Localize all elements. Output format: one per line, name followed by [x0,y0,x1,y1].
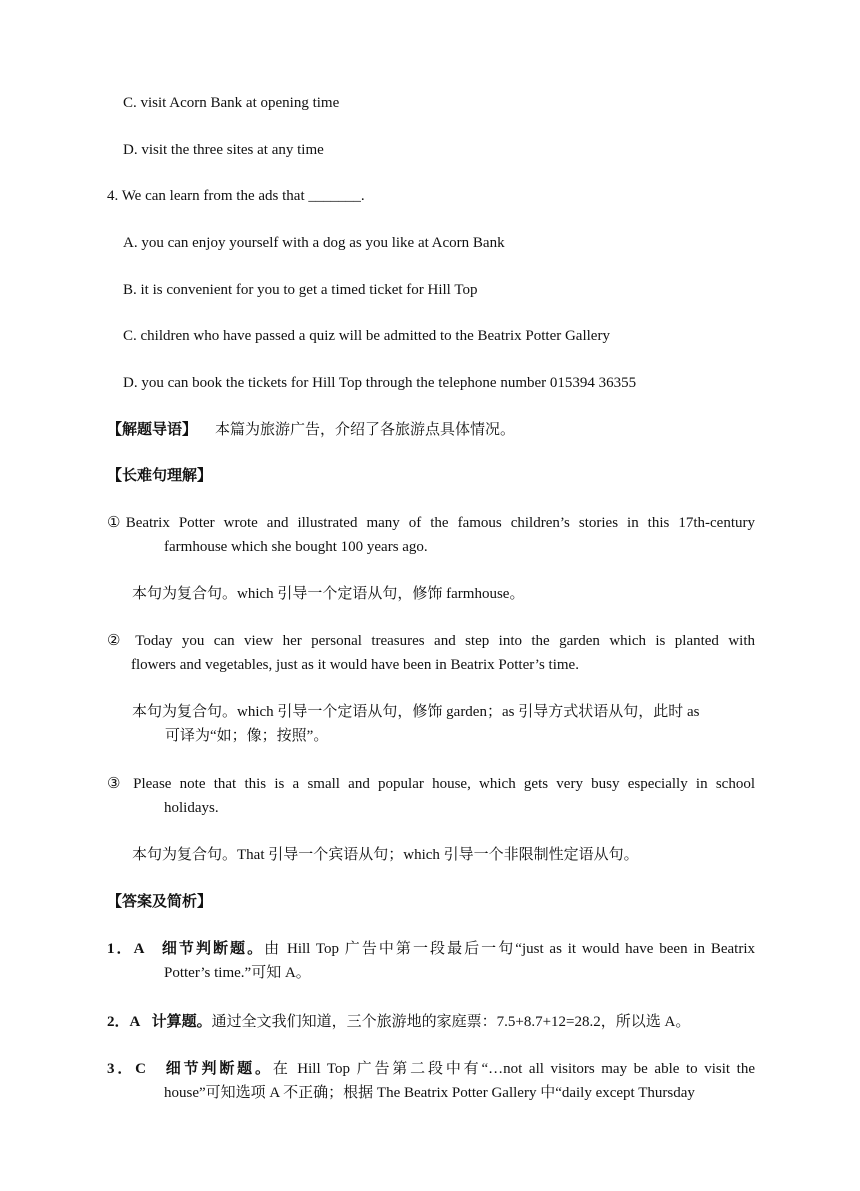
long-sentence-2-line1: ② Today you can view her personal treasures and step into the garden which is planted with [107,633,755,649]
long-sentence-2-explanation [132,700,699,748]
long-sentence-1 [107,511,755,559]
long-sentence-1-line1: ①Beatrix Potter wrote and illustrated many of the famous children’s stories in this 17th-century [107,515,755,531]
answer-1 [107,936,755,985]
answer-1-label: 1．A [107,941,145,957]
answer-3-line2: house”可知选项 A 不正确；根据 The Beatrix Potter Gallery 中“daily except Thursday [164,1085,695,1101]
long-sentence-2-explain-line2: 可译为“如；像；按照”。 [165,728,329,744]
option-3d: D. visit the three sites at any time [123,142,324,158]
answer-1-text: 由 Hill Top 广告中第一段最后一句“just as it would have been in Beatrix [264,941,755,957]
option-4d: D. you can book the tickets for Hill Top through the telephone number 015394 36355 [123,375,637,391]
answer-2-text: 通过全文我们知道，三个旅游地的家庭票：7.5+8.7+12=28.2，所以选 A。 [211,1014,691,1030]
answer-2-line1 [107,1009,755,1034]
guide-heading: 【解题导语】 [107,420,198,438]
answer-3-line1 [107,1056,755,1081]
long-sentence-2 [107,629,755,677]
long-sentence-1-line2: farmhouse which she bought 100 years ago. [164,539,428,555]
answer-1-type: 细节判断题。 [161,939,265,957]
long-sentence-2-explain-line1: 本句为复合句。which 引导一个定语从句，修饰 garden；as 引导方式状语从句，此时 as [132,704,700,720]
option-4b: B. it is convenient for you to get a timed ticket for Hill Top [123,282,478,298]
option-4c: C. children who have passed a quiz will be admitted to the Beatrix Potter Gallery [123,328,610,344]
guide-text: 本篇为旅游广告，介绍了各旅游点具体情况。 [215,422,516,438]
long-sentence-3 [107,772,755,820]
long-sentence-3-explain-line1: 本句为复合句。That 引导一个宾语从句；which 引导一个非限制性定语从句。 [132,847,639,863]
guide-section [107,419,515,440]
answers-heading: 【答案及简析】 [107,892,213,910]
answer-2-type: 计算题。 [151,1012,212,1030]
long-sentence-1-explanation [132,582,524,606]
long-sentence-2-line2: flowers and vegetables, just as it would have been in Beatrix Potter’s time. [131,657,579,673]
answer-2-label: 2．A [107,1014,141,1030]
long-sentence-3-explanation [132,843,639,867]
long-sentence-3-line1: ③ Please note that this is a small and popular house, which gets very busy especially in school [107,776,755,792]
answer-3-label: 3．C [107,1061,147,1077]
answer-3-text: 在 Hill Top 广告第二段中有“…not all visitors may be able to visit the [272,1061,756,1077]
answer-2 [107,1009,755,1034]
answer-3-type: 细节判断题。 [165,1059,273,1077]
long-sentences-heading: 【长难句理解】 [107,466,213,484]
long-sentence-3-line2: holidays. [164,800,219,816]
option-4a: A. you can enjoy yourself with a dog as you like at Acorn Bank [123,235,505,251]
long-sentence-1-explain-line1: 本句为复合句。which 引导一个定语从句，修饰 farmhouse。 [132,586,525,602]
answer-1-line1 [107,936,755,961]
answer-1-line2: Potter’s time.”可知 A。 [164,965,311,981]
question-4-stem: 4. We can learn from the ads that _______. [107,188,365,204]
option-3c: C. visit Acorn Bank at opening time [123,95,340,111]
answer-3 [107,1056,755,1105]
